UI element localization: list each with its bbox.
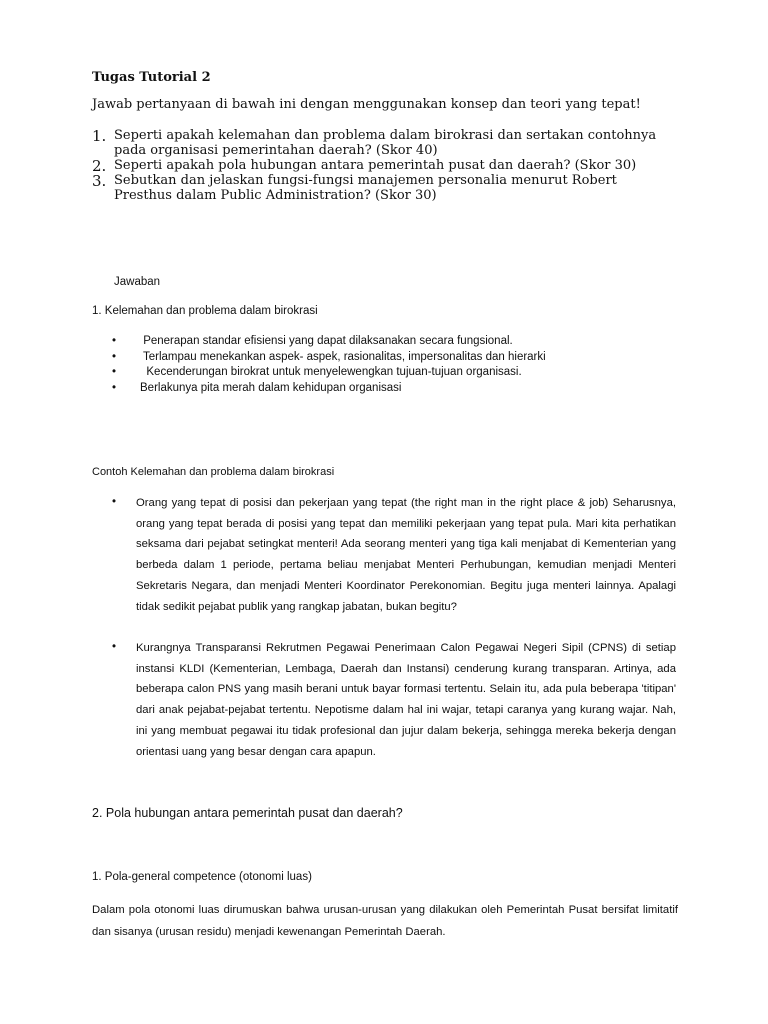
question-text: Sebutkan dan jelaskan fungsi-fungsi manajemen personalia menurut Robert Presthus dalam Public Administration? (Skor 30) [114, 173, 617, 203]
bullet-icon: • [112, 366, 117, 378]
question-number: 1. [92, 127, 107, 145]
list-item-text: Penerapan standar efisiensi yang dapat dilaksanakan secara fungsional. [140, 335, 513, 347]
bullet-icon: • [112, 351, 117, 363]
question-number: 3. [92, 172, 107, 190]
section-2-title [92, 806, 403, 820]
subsection-1-title: 1. Pola-general competence (otonomi luas) [92, 871, 312, 883]
subsection-1-paragraph: Dalam pola otonomi luas dirumuskan bahwa urusan-urusan yang dilakukan oleh Pemerintah Pusat bersifat limitatif dan sisanya (urusan residu) menjadi kewenangan Pemerintah Daerah. [92, 904, 678, 938]
section-2-number: 2. [92, 806, 103, 820]
answer-label: Jawaban [114, 276, 161, 288]
list-item-text: Terlampau menekankan aspek- aspek, rasionalitas, impersonalitas dan hierarki [140, 351, 546, 363]
example-paragraph: Orang yang tepat di posisi dan pekerjaan yang tepat (the right man in the right place & job) Seharusnya, orang yang tepat berada di posisi yang tepat dan memiliki pekerjaan yang tepat pula. Mari kita perhatikan seksama dari pejabat setingkat menteri! Ada seorang menteri yang tiga kali menjabat di Kementerian yang berbeda dalam 1 periode, pertama beliau menjabat Menteri Perhubungan, kemudian menjadi Menteri Sekretaris Negara, dan menjadi Menteri Koordinator Perekonomian. Begitu juga menteri lainnya. Apalagi tidak sedikit pejabat publik yang rangkap jabatan, bukan begitu? [136, 497, 676, 613]
section-1-title: 1. Kelemahan dan problema dalam birokrasi [92, 305, 318, 317]
instruction-text: Jawab pertanyaan di bawah ini dengan menggunakan konsep dan teori yang tepat! [92, 97, 641, 112]
examples-title: Contoh Kelemahan dan problema dalam birokrasi [92, 466, 335, 478]
list-item-text: Berlakunya pita merah dalam kehidupan organisasi [140, 382, 402, 394]
example-paragraph: Kurangnya Transparansi Rekrutmen Pegawai Penerimaan Calon Pegawai Negeri Sipil (CPNS) di setiap instansi KLDI (Kementerian, Lembaga, Daerah dan Instansi) cenderung kurang transparan. Artinya, ada beberapa calon PNS yang masih berani untuk bayar formasi tertentu. Selain itu, ada pula beberapa 'titipan' dari anak pejabat-pejabat tertentu. Nepotisme dalam hal ini wajar, tetapi caranya yang kurang wajar. Nah, ini yang membuat pegawai itu tidak profesional dan jujur dalam bekerja, sehingga mereka bekerja dengan orientasi uang yang besar dengan cara apapun. [136, 642, 676, 758]
question-text: Seperti apakah kelemahan dan problema dalam birokrasi dan sertakan contohnya pada organisasi pemerintahan daerah? (Skor 40) [114, 128, 657, 158]
section-2-text: Pola hubungan antara pemerintah pusat dan daerah? [105, 806, 403, 820]
list-item-text: Kecenderungan birokrat untuk menyelewengkan tujuan-tujuan organisasi. [140, 366, 522, 378]
bullet-icon: • [112, 382, 117, 394]
question-number: 2. [92, 157, 107, 175]
bullet-icon: • [112, 641, 117, 653]
question-text: Seperti apakah pola hubungan antara pemerintah pusat dan daerah? (Skor 30) [114, 158, 637, 173]
document-title: Tugas Tutorial 2 [92, 70, 211, 85]
bullet-icon: • [112, 335, 117, 347]
bullet-icon: • [112, 496, 117, 508]
